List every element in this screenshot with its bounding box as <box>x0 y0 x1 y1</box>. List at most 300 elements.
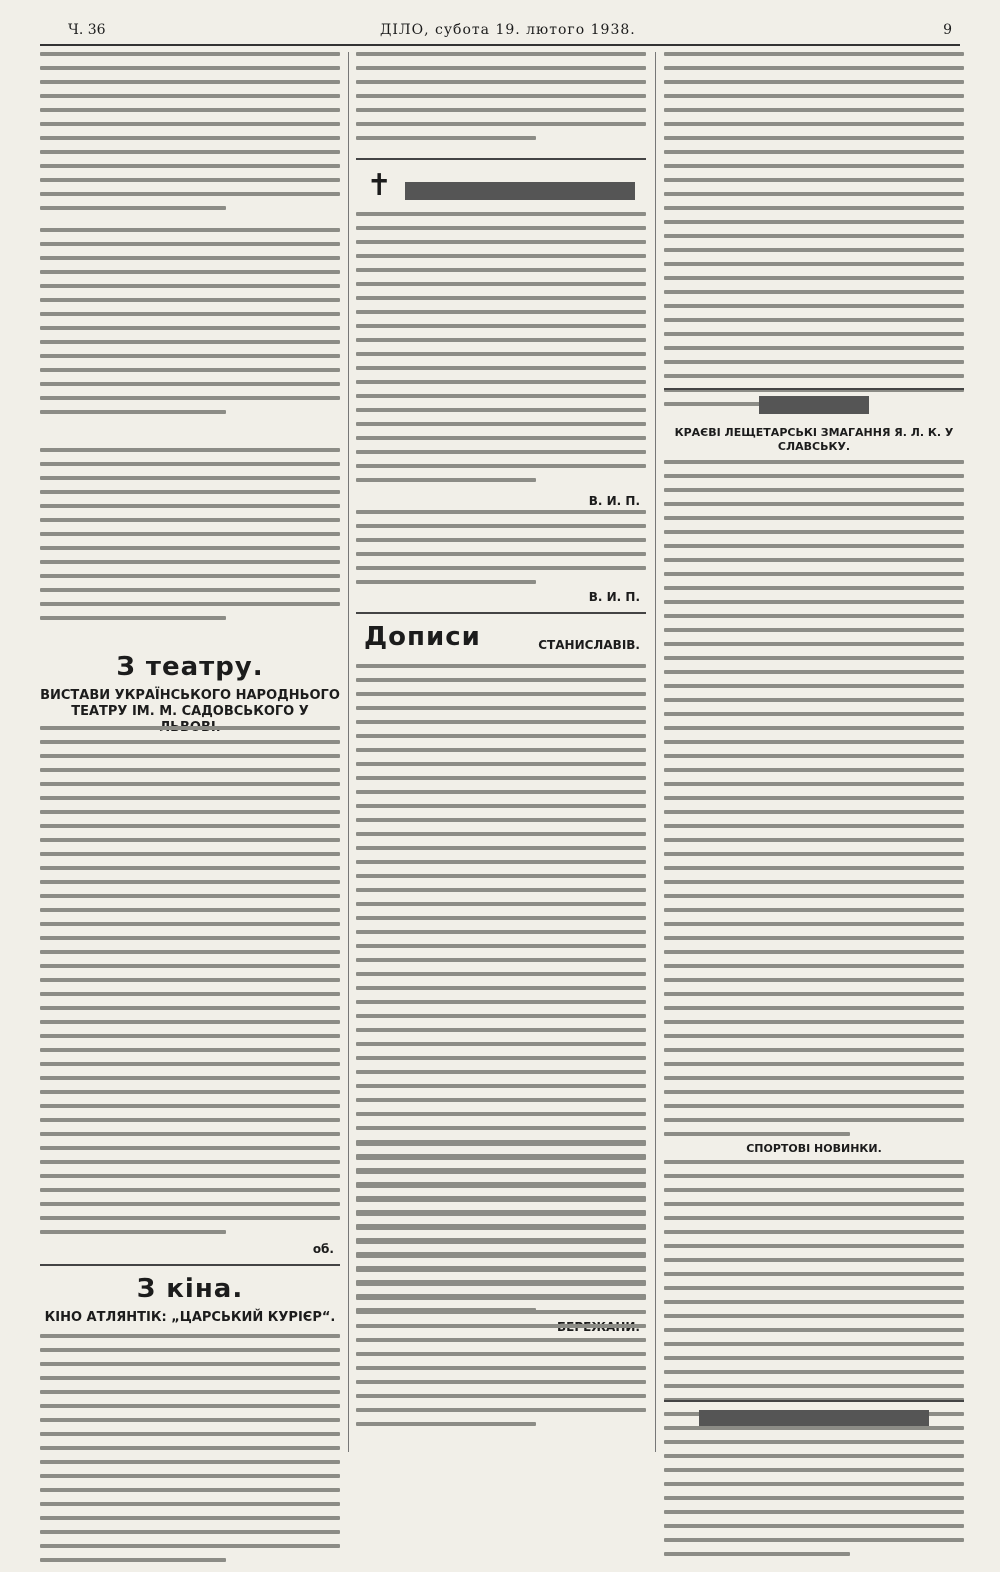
text-line <box>356 790 646 794</box>
text-line <box>40 178 340 182</box>
text-line <box>356 108 646 112</box>
text-line <box>664 838 964 842</box>
text-line <box>356 1394 646 1398</box>
section-divider <box>356 612 646 614</box>
text-line <box>664 908 964 912</box>
text-line <box>40 1048 340 1052</box>
text-line <box>664 1104 964 1108</box>
letters-2-body <box>356 1142 646 1436</box>
text-line <box>40 1530 340 1534</box>
text-line <box>356 846 646 850</box>
text-line <box>356 436 646 440</box>
text-line <box>356 510 646 514</box>
text-line <box>356 1170 646 1174</box>
text-line <box>40 164 340 168</box>
text-line <box>664 1258 964 1262</box>
text-line <box>664 262 964 266</box>
obituary-1-body <box>356 212 646 492</box>
text-line <box>356 380 646 384</box>
text-line <box>664 1440 964 1444</box>
obituary-2-byline: В. И. П. <box>588 590 640 604</box>
text-line <box>40 1090 340 1094</box>
text-line <box>40 768 340 772</box>
text-line <box>356 1240 646 1244</box>
text-line <box>356 1296 646 1300</box>
text-line <box>356 240 646 244</box>
section-divider <box>664 1400 964 1402</box>
text-line <box>40 94 340 98</box>
sport-subhead: КРАЄВІ ЛЕЩЕТАРСЬКІ ЗМАГАННЯ Я. Л. К. У СЛАВСЬКУ. <box>674 426 954 453</box>
text-line <box>664 234 964 238</box>
text-line <box>40 1502 340 1506</box>
text-line <box>664 782 964 786</box>
text-line <box>356 394 646 398</box>
text-line <box>664 656 964 660</box>
text-line <box>664 600 964 604</box>
text-line <box>40 284 340 288</box>
text-line <box>664 824 964 828</box>
text-line <box>664 880 964 884</box>
text-line <box>664 1356 964 1360</box>
obituary-2-body <box>356 510 646 594</box>
text-line <box>664 586 964 590</box>
text-line <box>40 1474 340 1478</box>
text-line <box>40 504 340 508</box>
text-line <box>356 122 646 126</box>
text-line <box>356 422 646 426</box>
text-line <box>356 1226 646 1230</box>
text-line <box>40 726 340 730</box>
text-line <box>664 1216 964 1220</box>
text-line <box>40 852 340 856</box>
text-line <box>664 684 964 688</box>
text-line <box>40 838 340 842</box>
text-line <box>40 368 340 372</box>
text-line <box>40 1404 340 1408</box>
text-line <box>356 538 646 542</box>
text-line <box>356 268 646 272</box>
text-line <box>664 1538 964 1542</box>
text-line <box>356 282 646 286</box>
text-line <box>40 560 340 564</box>
column-right <box>664 52 964 1452</box>
text-line <box>664 558 964 562</box>
text-line <box>664 796 964 800</box>
text-line <box>40 1188 340 1192</box>
text-line <box>664 1314 964 1318</box>
text-line <box>356 762 646 766</box>
text-line <box>40 1432 340 1436</box>
text-line <box>664 332 964 336</box>
text-line <box>40 992 340 996</box>
section-title-letters: Дописи <box>364 622 481 652</box>
text-line <box>40 1020 340 1024</box>
text-line <box>40 52 340 56</box>
text-line <box>664 712 964 716</box>
text-line <box>40 256 340 260</box>
text-line <box>664 516 964 520</box>
text-line <box>40 80 340 84</box>
text-line <box>664 726 964 730</box>
text-line <box>40 1174 340 1178</box>
text-line <box>40 136 340 140</box>
text-line <box>664 1090 964 1094</box>
text-line <box>40 588 340 592</box>
text-line <box>356 1000 646 1004</box>
text-line <box>40 410 226 414</box>
text-line <box>40 936 340 940</box>
page-header <box>40 18 960 46</box>
text-line <box>664 374 964 378</box>
text-line <box>40 1160 340 1164</box>
text-line <box>664 304 964 308</box>
text-line <box>40 448 340 452</box>
text-line <box>664 122 964 126</box>
text-line <box>664 1062 964 1066</box>
text-line <box>356 1184 646 1188</box>
text-line <box>40 396 340 400</box>
section-divider <box>664 388 964 390</box>
text-line <box>356 832 646 836</box>
text-line <box>356 464 646 468</box>
text-line <box>40 1390 340 1394</box>
text-line <box>664 950 964 954</box>
text-line <box>664 1188 964 1192</box>
obituary-heading-mark <box>405 182 635 200</box>
text-line <box>356 706 646 710</box>
text-line <box>664 1552 850 1556</box>
text-line <box>664 614 964 618</box>
text-line <box>356 212 646 216</box>
text-line <box>40 518 340 522</box>
text-line <box>40 908 340 912</box>
text-line <box>356 986 646 990</box>
text-line <box>40 206 226 210</box>
text-line <box>664 1230 964 1234</box>
text-line <box>356 566 646 570</box>
text-line <box>356 1282 646 1286</box>
text-line <box>356 1324 646 1328</box>
text-line <box>356 66 646 70</box>
section-title-cinema: З кіна. <box>136 1274 244 1304</box>
text-line <box>664 276 964 280</box>
text-line <box>356 804 646 808</box>
text-line <box>664 346 964 350</box>
text-line <box>40 1034 340 1038</box>
article-news-body <box>40 52 340 220</box>
text-line <box>40 340 340 344</box>
text-line <box>664 1328 964 1332</box>
text-line <box>664 52 964 56</box>
article-health-body <box>40 448 340 630</box>
page-number: 9 <box>943 22 952 38</box>
text-line <box>40 782 340 786</box>
text-line <box>356 1310 646 1314</box>
text-line <box>356 94 646 98</box>
text-line <box>40 1104 340 1108</box>
text-line <box>356 80 646 84</box>
text-line <box>356 1408 646 1412</box>
text-line <box>356 226 646 230</box>
text-line <box>664 964 964 968</box>
text-line <box>664 1524 964 1528</box>
text-line <box>356 1070 646 1074</box>
text-line <box>40 880 340 884</box>
text-line <box>664 1244 964 1248</box>
text-line <box>356 1014 646 1018</box>
text-line <box>356 1380 646 1384</box>
letters-place-1: СТАНИСЛАВІВ. <box>538 638 640 652</box>
text-line <box>40 1516 340 1520</box>
article-flag-body <box>664 52 964 416</box>
text-line <box>664 1300 964 1304</box>
text-line <box>40 1488 340 1492</box>
text-line <box>664 1496 964 1500</box>
text-line <box>356 450 646 454</box>
text-line <box>356 310 646 314</box>
text-line <box>664 936 964 940</box>
text-line <box>356 720 646 724</box>
text-line <box>356 930 646 934</box>
text-line <box>356 1156 646 1160</box>
text-line <box>664 220 964 224</box>
text-line <box>40 1062 340 1066</box>
text-line <box>40 824 340 828</box>
text-line <box>40 616 226 620</box>
text-line <box>356 1126 646 1130</box>
text-line <box>664 572 964 576</box>
issue-number: Ч. 36 <box>68 22 106 38</box>
text-line <box>356 888 646 892</box>
text-line <box>664 978 964 982</box>
text-line <box>356 1366 646 1370</box>
text-line <box>356 408 646 412</box>
text-line <box>40 326 340 330</box>
text-line <box>356 776 646 780</box>
text-line <box>664 1160 964 1164</box>
text-line <box>664 1286 964 1290</box>
text-line <box>40 754 340 758</box>
text-line <box>40 950 340 954</box>
article-husband-body <box>40 228 340 424</box>
text-line <box>356 1028 646 1032</box>
text-line <box>356 972 646 976</box>
text-line <box>356 664 646 668</box>
text-line <box>356 1142 646 1146</box>
text-line <box>664 474 964 478</box>
text-line <box>356 958 646 962</box>
text-line <box>664 460 964 464</box>
text-line <box>40 978 340 982</box>
text-line <box>664 866 964 870</box>
text-line <box>664 136 964 140</box>
text-line <box>664 670 964 674</box>
text-line <box>356 692 646 696</box>
section-divider <box>40 1264 340 1266</box>
text-line <box>664 318 964 322</box>
text-line <box>40 1132 340 1136</box>
text-line <box>40 1118 340 1122</box>
text-line <box>40 796 340 800</box>
books-heading-mark <box>699 1410 929 1426</box>
text-line <box>664 1076 964 1080</box>
article-film-body <box>356 52 646 150</box>
text-line <box>356 734 646 738</box>
text-line <box>40 1006 340 1010</box>
text-line <box>40 866 340 870</box>
text-line <box>664 1482 964 1486</box>
text-line <box>40 1076 340 1080</box>
text-line <box>40 270 340 274</box>
obituary-1-byline: В. И. П. <box>588 494 640 508</box>
text-line <box>356 818 646 822</box>
text-line <box>664 628 964 632</box>
column-middle <box>356 52 646 1452</box>
text-line <box>664 1370 964 1374</box>
text-line <box>356 902 646 906</box>
text-line <box>356 1212 646 1216</box>
text-line <box>356 1254 646 1258</box>
text-line <box>40 122 340 126</box>
text-line <box>664 488 964 492</box>
text-line <box>664 768 964 772</box>
text-line <box>356 366 646 370</box>
text-line <box>40 532 340 536</box>
text-line <box>356 254 646 258</box>
text-line <box>356 524 646 528</box>
text-line <box>356 338 646 342</box>
text-line <box>40 922 340 926</box>
column-rule <box>348 52 349 1452</box>
text-line <box>356 1098 646 1102</box>
text-line <box>40 150 340 154</box>
section-divider <box>356 158 646 160</box>
text-line <box>664 66 964 70</box>
theatre-signature: об. <box>312 1242 334 1256</box>
text-line <box>664 206 964 210</box>
text-line <box>40 602 340 606</box>
text-line <box>40 1376 340 1380</box>
text-line <box>356 678 646 682</box>
cross-icon: ✝ <box>366 168 392 203</box>
text-line <box>664 248 964 252</box>
text-line <box>40 894 340 898</box>
text-line <box>40 1146 340 1150</box>
text-line <box>356 136 536 140</box>
text-line <box>356 52 646 56</box>
text-line <box>664 894 964 898</box>
text-line <box>356 1338 646 1342</box>
text-line <box>356 874 646 878</box>
text-line <box>40 1348 340 1352</box>
text-line <box>664 1468 964 1472</box>
masthead-date: ДІЛО, субота 19. лютого 1938. <box>380 22 636 38</box>
text-line <box>664 80 964 84</box>
text-line <box>664 164 964 168</box>
sport-heading-mark <box>759 396 869 414</box>
cinema-subhead: КІНО АТЛЯНТІК: „ЦАРСЬКИЙ КУРІЄР“. <box>44 1310 336 1325</box>
text-line <box>40 1418 340 1422</box>
text-line <box>40 546 340 550</box>
text-line <box>664 94 964 98</box>
column-rule <box>655 52 656 1452</box>
text-line <box>40 964 340 968</box>
text-line <box>40 66 340 70</box>
sport-body <box>664 460 964 1146</box>
text-line <box>664 740 964 744</box>
section-title-sport <box>664 396 964 418</box>
text-line <box>356 1422 536 1426</box>
text-line <box>664 1272 964 1276</box>
text-line <box>40 108 340 112</box>
text-line <box>40 382 340 386</box>
text-line <box>40 1558 226 1562</box>
text-line <box>40 1362 340 1366</box>
text-line <box>40 1334 340 1338</box>
text-line <box>40 228 340 232</box>
text-line <box>664 290 964 294</box>
column-left <box>40 52 340 1452</box>
text-line <box>356 580 536 584</box>
text-line <box>40 1230 226 1234</box>
text-line <box>664 1006 964 1010</box>
text-line <box>40 1202 340 1206</box>
article-theatre-body <box>40 726 340 1244</box>
section-title-obituary <box>356 168 646 203</box>
text-line <box>356 1042 646 1046</box>
text-line <box>356 1084 646 1088</box>
text-line <box>356 860 646 864</box>
text-line <box>664 922 964 926</box>
text-line <box>664 1174 964 1178</box>
section-title-books <box>664 1410 964 1430</box>
text-line <box>664 178 964 182</box>
text-line <box>664 1384 964 1388</box>
text-line <box>356 324 646 328</box>
text-line <box>40 490 340 494</box>
text-line <box>664 502 964 506</box>
text-line <box>356 944 646 948</box>
text-line <box>664 1202 964 1206</box>
text-line <box>356 478 536 482</box>
text-line <box>40 476 340 480</box>
text-line <box>664 810 964 814</box>
text-line <box>40 242 340 246</box>
text-line <box>40 1460 340 1464</box>
text-line <box>40 810 340 814</box>
text-line <box>664 698 964 702</box>
sport-news-body <box>664 1160 964 1566</box>
text-line <box>40 354 340 358</box>
text-line <box>356 296 646 300</box>
text-line <box>664 1454 964 1458</box>
text-line <box>40 192 340 196</box>
text-line <box>664 1020 964 1024</box>
text-line <box>40 462 340 466</box>
text-line <box>40 1544 340 1548</box>
text-line <box>40 298 340 302</box>
theatre-subhead: ВИСТАВИ УКРАЇНСЬКОГО НАРОДНЬОГО ТЕАТРУ ІМ. М. САДОВСЬКОГО У <box>40 688 340 719</box>
text-line <box>664 1118 964 1122</box>
text-line <box>664 1034 964 1038</box>
text-line <box>356 1268 646 1272</box>
text-line <box>356 1056 646 1060</box>
text-line <box>664 1510 964 1514</box>
text-line <box>664 192 964 196</box>
text-line <box>664 544 964 548</box>
text-line <box>356 916 646 920</box>
text-line <box>664 1342 964 1346</box>
